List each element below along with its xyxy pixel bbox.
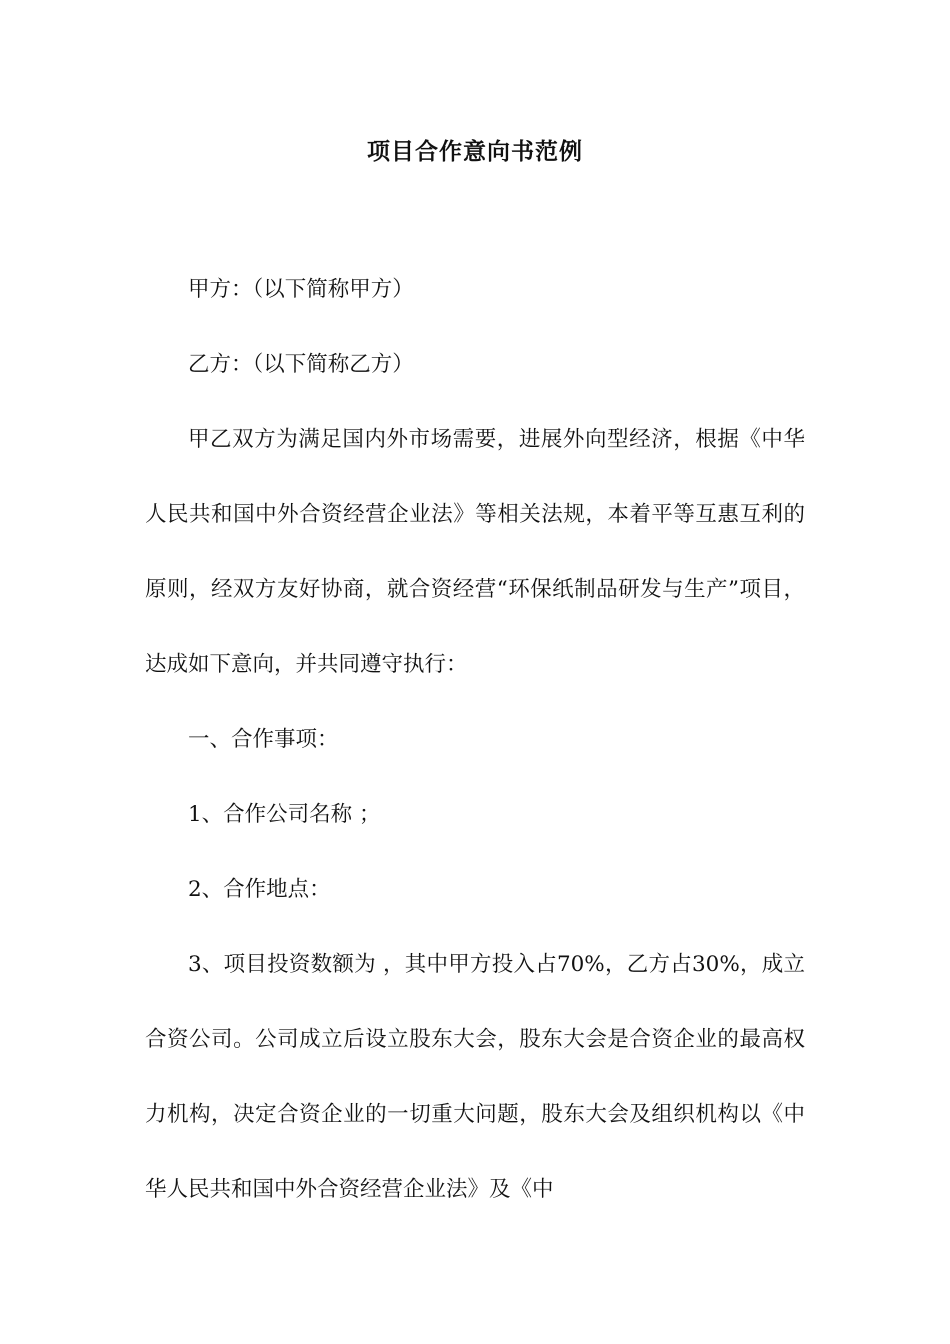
section-heading-cooperation: 一、合作事项： (188, 727, 339, 752)
document-body (145, 252, 805, 1227)
paragraph-preamble: 甲乙双方为满足国内外市场需要，进展外向型经济，根据《中华人民共和国中外合资经营企业法》等相关法规，本着平等互惠互利的原则，经双方友好协商，就合资经营“环保纸制品研发与生产”项目，达成如下意向，并共同遵守执行： (145, 427, 805, 677)
paragraph-party-a: 甲方：（以下简称甲方） (188, 277, 414, 302)
clause-company-name: 1、合作公司名称 ； (188, 802, 381, 827)
paragraph-party-b: 乙方：（以下简称乙方） (188, 352, 414, 377)
document-title: 项目合作意向书范例 (367, 138, 583, 165)
clause-location: 2、合作地点： (188, 877, 331, 902)
clause-investment: 3、项目投资数额为 ，其中甲方投入占70%，乙方占30%，成立合资公司。公司成立后设立股东大会，股东大会是合资企业的最高权力机构，决定合资企业的一切重大问题，股东大会及组织机构以《中华人民共和国中外合资经营企业法》及《中 (145, 952, 805, 1202)
